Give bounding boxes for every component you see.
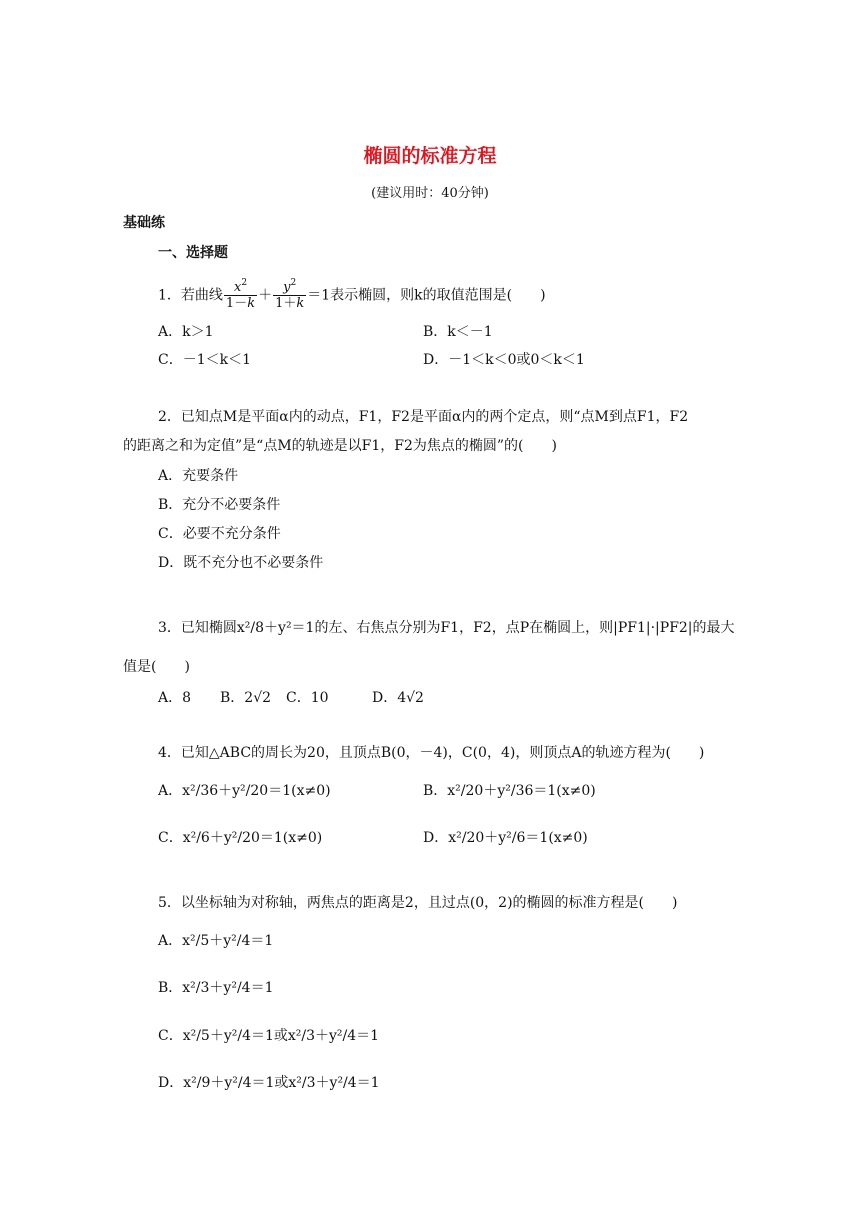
q5-option-a: A．x²/5＋y²/4＝1 — [158, 933, 274, 949]
q4-option-d: D．x²/20＋y²/6＝1(x≠0) — [423, 830, 588, 846]
q2-option-c: C．必要不充分条件 — [158, 526, 281, 542]
q4-option-b: B．x²/20＋y²/36＝1(x≠0) — [423, 783, 596, 799]
q5-option-b: B．x²/3＋y²/4＝1 — [158, 980, 274, 996]
q5-stem: 5．以坐标轴为对称轴，两焦点的距离是2，且过点(0，2)的椭圆的标准方程是( ) — [158, 895, 678, 911]
q1-tail: ＝1表示椭圆，则k的取值范围是( ) — [307, 287, 546, 304]
q2-option-a: A．充要条件 — [158, 468, 239, 484]
page-title: 椭圆的标准方程 — [363, 145, 497, 167]
q1-option-a: A．k＞1 — [158, 324, 214, 340]
q4-stem: 4．已知△ABC的周长为20，且顶点B(0，－4)，C(0，4)，则顶点A的轨迹方程为( ) — [158, 745, 705, 761]
q3-option-b: B．2√2 — [220, 690, 272, 706]
q3-option-d: D．4√2 — [372, 690, 424, 706]
q5-option-c: C．x²/5＋y²/4＝1或x²/3＋y²/4＝1 — [158, 1028, 380, 1044]
q1-option-c: C．－1＜k＜1 — [158, 352, 252, 368]
q3-line-1: 3．已知椭圆x²/8＋y²＝1的左、右焦点分别为F1，F2，点P在椭圆上，则|PF1|·|PF2|的最大 — [158, 620, 735, 636]
q1-option-d: D．－1＜k＜0或0＜k＜1 — [423, 352, 585, 368]
q2-option-d: D．既不充分也不必要条件 — [158, 555, 324, 571]
subsection-heading: 一、选择题 — [158, 245, 228, 261]
q1-lead: 1．若曲线 — [158, 287, 223, 304]
q4-option-a: A．x²/36＋y²/20＝1(x≠0) — [158, 783, 331, 799]
q2-option-b: B．充分不必要条件 — [158, 497, 281, 513]
q3-line-2: 值是( ) — [123, 659, 190, 675]
q2-line-1: 2．已知点M是平面α内的动点，F1，F2是平面α内的两个定点，则“点M到点F1，F2 — [158, 409, 689, 425]
q4-option-c: C．x²/6＋y²/20＝1(x≠0) — [158, 830, 323, 846]
q3-option-c: C．10 — [286, 690, 329, 706]
q5-option-d: D．x²/9＋y²/4＝1或x²/3＋y²/4＝1 — [158, 1075, 380, 1091]
q1-option-b: B．k＜－1 — [423, 324, 493, 340]
q3-option-a: A．8 — [158, 690, 192, 706]
question-1: 1．若曲线 $\frac{x^2}{1-k}$ ＋ $\frac{y^2}{1+k}$ ＝1表示椭圆，则k的取值范围是( ) — [158, 278, 546, 311]
section-heading: 基础练 — [123, 215, 165, 231]
q2-line-2: 的距离之和为定值”是“点M的轨迹是以F1，F2为焦点的椭圆”的( ) — [123, 438, 557, 454]
time-hint: (建议用时：40分钟) — [371, 186, 489, 201]
